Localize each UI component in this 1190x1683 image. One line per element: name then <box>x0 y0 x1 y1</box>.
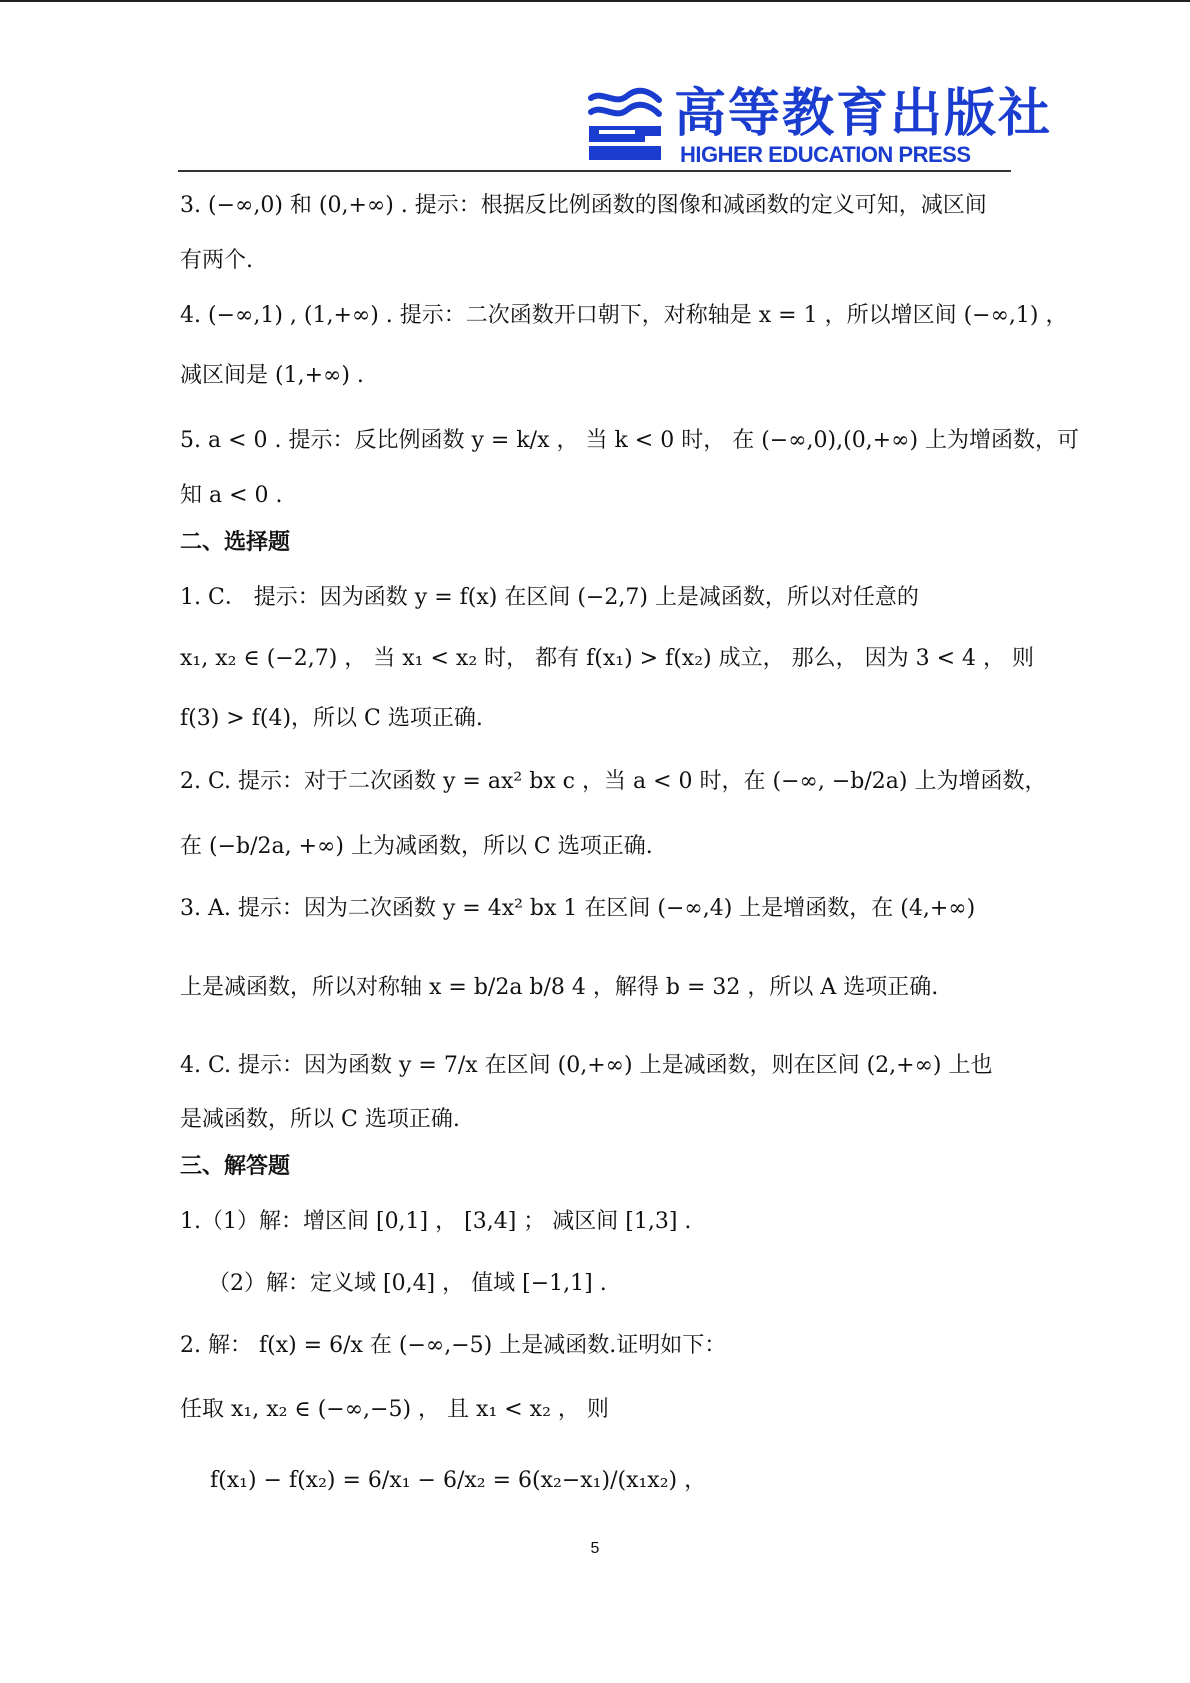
section-heading-choice: 二、选择题 <box>180 530 291 555</box>
answer-line: 是减函数，所以 C 选项正确. <box>180 1107 460 1132</box>
answer-line: 4. C. 提示：因为函数 y = 7/x 在区间 (0,+∞) 上是减函数，则在区间 (2,+∞) 上也 <box>180 1053 993 1078</box>
answer-line: f(3) > f(4)，所以 C 选项正确. <box>180 706 483 731</box>
answer-line: 减区间是 (1,+∞) . <box>180 363 364 388</box>
answer-line: 在 (−b/2a, +∞) 上为减函数，所以 C 选项正确. <box>180 834 653 859</box>
section-heading-solve: 三、解答题 <box>180 1154 291 1179</box>
answer-line: 上是减函数，所以对称轴 x = b/2a b/8 4 ，解得 b = 32 ，所以 A 选项正确. <box>180 975 939 1000</box>
answer-line: 5. a < 0 . 提示：反比例函数 y = k/x ， 当 k < 0 时， 在 (−∞,0),(0,+∞) 上为增函数，可 <box>180 428 1080 453</box>
answer-line: 3. A. 提示：因为二次函数 y = 4x² bx 1 在区间 (−∞,4) 上是增函数，在 (4,+∞) <box>180 896 976 921</box>
page-number: 5 <box>590 1540 600 1557</box>
answer-line: 有两个. <box>180 248 253 273</box>
answer-line: 3. (−∞,0) 和 (0,+∞) . 提示：根据反比例函数的图像和减函数的定义可知，减区间 <box>180 193 987 218</box>
answer-line: 4. (−∞,1) , (1,+∞) . 提示：二次函数开口朝下，对称轴是 x = 1 ，所以增区间 (−∞,1) ， <box>180 303 1068 328</box>
header-divider <box>178 170 1011 172</box>
answer-line: 2. C. 提示：对于二次函数 y = ax² bx c ，当 a < 0 时，在 (−∞, −b/2a) 上为增函数， <box>180 769 1047 794</box>
answer-line: 任取 x₁, x₂ ∈ (−∞,−5) ， 且 x₁ < x₂ ， 则 <box>180 1397 609 1422</box>
answer-line: （2）解：定义域 [0,4] ， 值域 [−1,1] . <box>208 1271 607 1296</box>
top-border <box>0 0 1190 2</box>
publisher-name-en: HIGHER EDUCATION PRESS <box>680 142 971 167</box>
answer-line: x₁, x₂ ∈ (−2,7) ， 当 x₁ < x₂ 时， 都有 f(x₁) > f(x₂) 成立， 那么， 因为 3 < 4 ， 则 <box>180 646 1034 671</box>
answer-line: 1. C． 提示：因为函数 y = f(x) 在区间 (−2,7) 上是减函数，所以对任意的 <box>180 585 919 610</box>
answer-line: 1.（1）解：增区间 [0,1] ， [3,4] ； 减区间 [1,3] . <box>180 1209 692 1234</box>
answer-line: 2. 解： f(x) = 6/x 在 (−∞,−5) 上是减函数.证明如下： <box>180 1333 727 1358</box>
answer-line: 知 a < 0 . <box>180 483 283 508</box>
answer-line: f(x₁) − f(x₂) = 6/x₁ − 6/x₂ = 6(x₂−x₁)/(x₁x₂) ， <box>210 1468 707 1493</box>
publisher-name-cn: 高等教育出版社 <box>674 83 1053 144</box>
publisher-logo-icon <box>585 86 665 162</box>
